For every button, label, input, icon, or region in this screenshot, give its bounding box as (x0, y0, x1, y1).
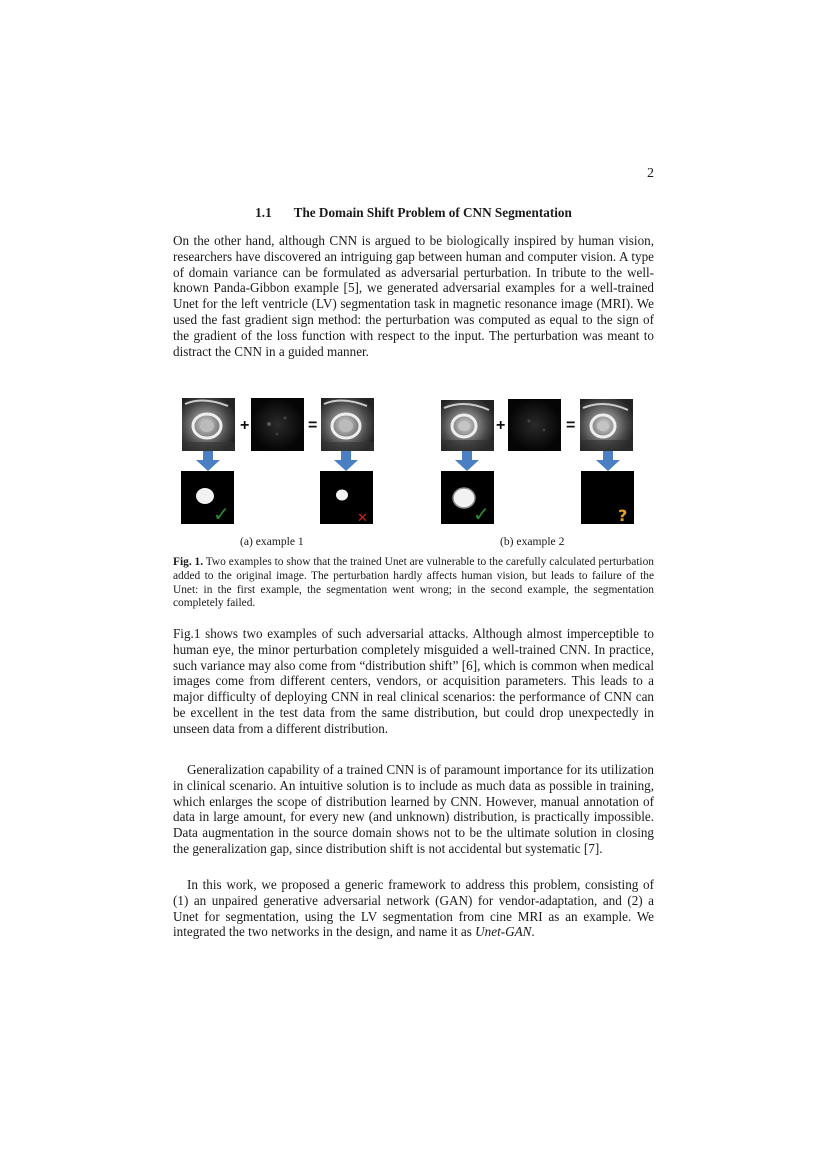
figure-caption-label: Fig. 1. (173, 556, 204, 568)
mri-adversarial-image-2 (580, 399, 633, 451)
figure-caption (173, 556, 654, 611)
mri-original-image-1 (182, 398, 235, 451)
check-mark-icon: ✓ (213, 502, 230, 526)
section-title: The Domain Shift Problem of CNN Segmentation (293, 205, 572, 220)
figure-1-graphic (173, 390, 654, 535)
segmentation-result-correct-1 (181, 471, 234, 526)
equals-sign-1: = (308, 417, 318, 434)
figure-1 (173, 390, 654, 535)
cross-mark-icon: ✕ (357, 511, 368, 526)
segmentation-result-failed-2 (581, 471, 634, 525)
paragraph-4-main: In this work, we proposed a generic framework to address this problem, consisting of (1) an unpaired generative adversarial network (GAN) for vendor-adaptation, and (2) a Unet for segmentation, using the LV segmentation from cine MRI as an example. We integrated the two networks in the design, and name it as (173, 877, 654, 940)
segmentation-result-wrong-1 (320, 471, 373, 526)
section-number: 1.1 (255, 205, 272, 220)
method-name: Unet-GAN (475, 924, 532, 940)
equals-sign-2: = (566, 417, 576, 434)
segmentation-result-correct-2 (441, 471, 494, 526)
plus-sign-1: + (240, 417, 250, 434)
perturbation-image-2 (508, 399, 561, 451)
paragraph-3: Generalization capability of a trained CNN is of paramount importance for its utilization in clinical scenario. An intuitive solution is to include as much data as possible in training, which enlarges the scope of distribution learned by CNN. However, manual annotation of data in large amount, for every new (and unknown) distribution, is practically impossible. Data augmentation in the source domain shows not to be the ultimate solution in closing the generalization gap, since distribution shift is not accidental but systematic [7]. (173, 762, 654, 856)
check-mark-icon: ✓ (473, 502, 490, 526)
down-arrow-icon (196, 451, 220, 471)
paragraph-4 (173, 877, 654, 940)
paragraph-2: Fig.1 shows two examples of such adversarial attacks. Although almost imperceptible to human eye, the minor perturbation completely misguided a well-trained CNN. In practice, such variance may also come from “distribution shift” [6], which is common when medical images come from different centers, vendors, or acquisition parameters. This leads to a major difficulty of deploying CNN in real clinical scenarios: the performance of CNN can be excellent in the test data from the same distribution, but could drop unexpectedly in unseen data from a different distribution. (173, 626, 654, 736)
subcaption-b: (b) example 2 (500, 535, 565, 548)
page-number: 2 (647, 166, 654, 181)
mri-original-image-2 (441, 400, 494, 451)
subcaption-a: (a) example 1 (240, 535, 304, 548)
mri-adversarial-image-1 (321, 398, 374, 451)
figure-caption-text: Two examples to show that the trained Unet are vulnerable to the carefully calculated perturbation added to the original image. The perturbation hardly affects human vision, but leads to failure of the Unet: in the first example, the segmentation went wrong; in the second example, the segmentation completely failed. (173, 556, 654, 610)
plus-sign-2: + (496, 417, 506, 434)
paragraph-1: On the other hand, although CNN is argued to be biologically inspired by human vision, researchers have discovered an intriguing gap between human and computer vision. A type of domain variance can be formulated as adversarial perturbation. In tribute to the well-known Panda-Gibbon example [5], we generated adversarial examples for a well-trained Unet for the left ventricle (LV) segmentation task in magnetic resonance image (MRI). We used the fast gradient sign method: the perturbation was computed as equal to the sign of the gradient of the loss function with respect to the input. The perturbation was meant to distract the CNN in a guided manner. (173, 233, 654, 359)
example-2-panel (441, 399, 634, 526)
paragraph-4-end: . (531, 924, 535, 940)
down-arrow-icon (596, 451, 620, 471)
question-mark-icon: ? (618, 506, 628, 525)
down-arrow-icon (334, 451, 358, 471)
section-heading (173, 205, 654, 221)
down-arrow-icon (455, 451, 479, 471)
perturbation-image-1 (251, 398, 304, 451)
example-1-panel (181, 398, 374, 526)
